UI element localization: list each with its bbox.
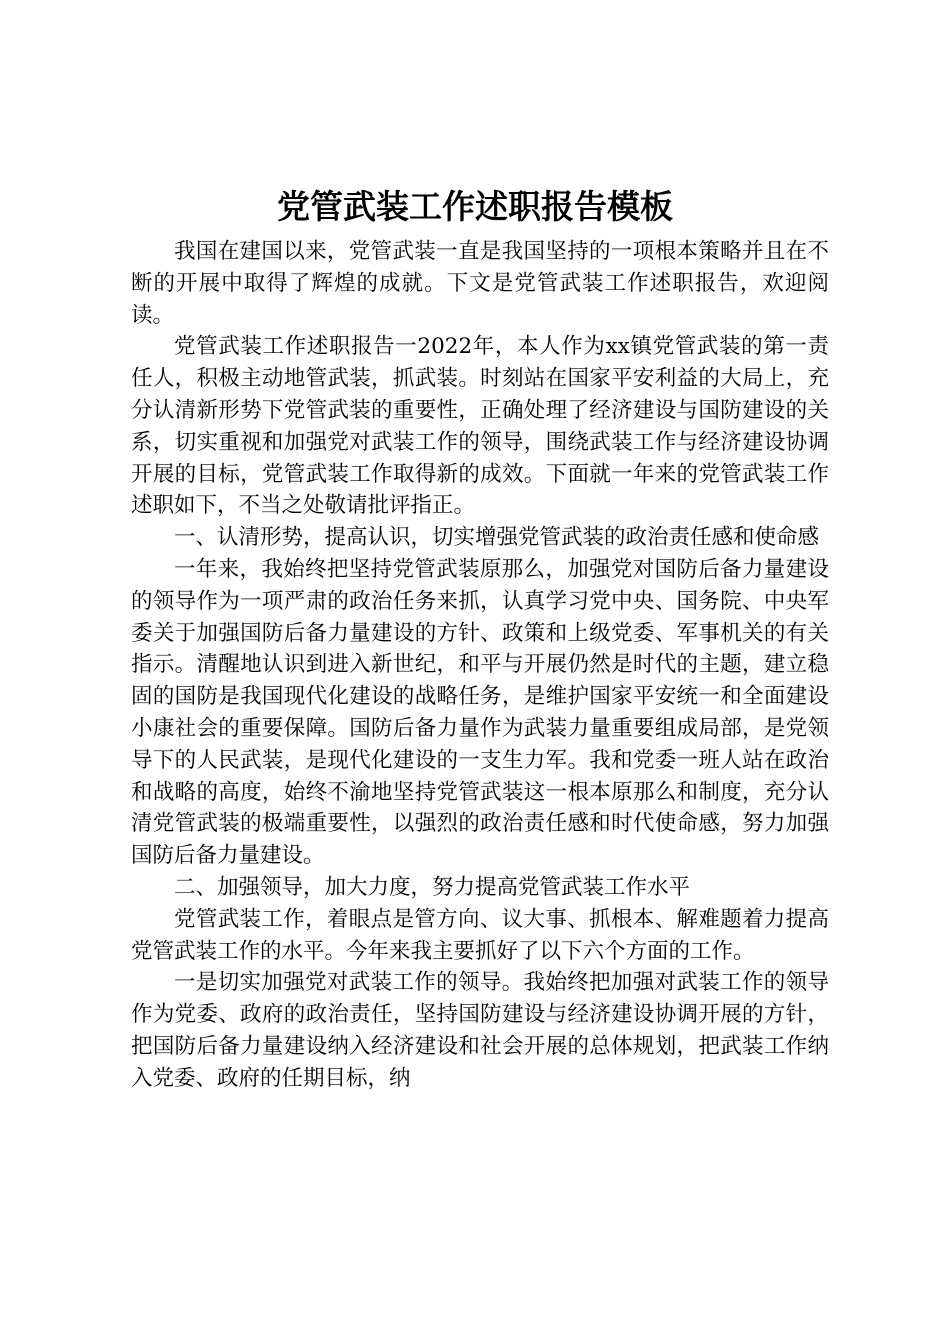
document-body (131, 236, 829, 1095)
document-title: 党管武装工作述职报告模板 (277, 187, 673, 226)
paragraph-intro: 我国在建国以来，党管武装一直是我国坚持的一项根本策略并且在不断的开展中取得了辉煌的成就。下文是党管武装工作述职报告，欢迎阅读。 (131, 239, 829, 328)
paragraph-item-1: 一是切实加强党对武装工作的领导。我始终把加强对武装工作的领导作为党委、政府的政治责任，坚持国防建设与经济建设协调开展的方针，把国防后备力量建设纳入经济建设和社会开展的总体规划，把武装工作纳入党委、政府的任期目标，纳 (131, 970, 829, 1091)
paragraph-section-2: 党管武装工作，着眼点是管方向、议大事、抓根本、解难题着力提高党管武装工作的水平。今年来我主要抓好了以下六个方面的工作。 (131, 906, 829, 964)
section-heading-2: 二、加强领导，加大力度，努力提高党管武装工作水平 (174, 874, 691, 900)
paragraph-report-opening: 党管武装工作述职报告一2022年，本人作为xx镇党管武装的第一责任人，积极主动地管武装，抓武装。时刻站在国家平安利益的大局上，充分认清新形势下党管武装的重要性，正确处理了经济建设与国防建设的关系，切实重视和加强党对武装工作的领导，围绕武装工作与经济建设协调开展的目标，党管武装工作取得新的成效。下面就一年来的党管武装工作述职如下，不当之处敬请批评指正。 (131, 334, 829, 519)
section-heading-1: 一、认清形势，提高认识，切实增强党管武装的政治责任感和使命感 (174, 525, 820, 551)
paragraph-section-1: 一年来，我始终把坚持党管武装原那么，加强党对国防后备力量建设的领导作为一项严肃的政治任务来抓，认真学习党中央、国务院、中央军委关于加强国防后备力量建设的方针、政策和上级党委、军事机关的有关指示。清醒地认识到进入新世纪，和平与开展仍然是时代的主题，建立稳固的国防是我国现代化建设的战略任务，是维护国家平安统一和全面建设小康社会的重要保障。国防后备力量作为武装力量重要组成局部，是党领导下的人民武装，是现代化建设的一支生力军。我和党委一班人站在政治和战略的高度，始终不渝地坚持党管武装这一根本原那么和制度，充分认清党管武装的极端重要性，以强烈的政治责任感和时代使命感，努力加强国防后备力量建设。 (131, 556, 829, 869)
